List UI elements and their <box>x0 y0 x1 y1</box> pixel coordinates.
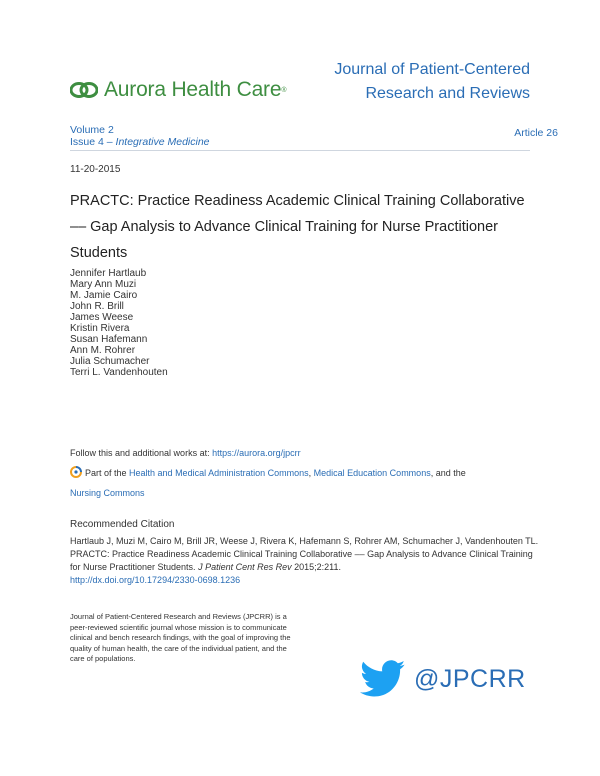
author-name: Susan Hafemann <box>70 334 148 345</box>
header-divider <box>70 150 530 151</box>
part-of-commons <box>70 464 540 502</box>
citation-details: 2015;2:211. <box>291 562 341 572</box>
follow-text: Follow this and additional works at: <box>70 448 213 458</box>
author-name: Jennifer Hartlaub <box>70 268 147 279</box>
bepress-icon <box>70 466 82 484</box>
author-name: M. Jamie Cairo <box>70 290 138 301</box>
article-number[interactable]: Article 26 <box>514 127 558 139</box>
twitter-bird-icon <box>360 660 406 698</box>
author-name: Terri L. Vandenhouten <box>70 367 168 378</box>
twitter-promo[interactable] <box>360 660 526 698</box>
follow-line <box>70 448 301 458</box>
volume-link[interactable]: Volume 2 <box>70 124 114 136</box>
citation-body <box>70 535 540 587</box>
aurora-logo-icon <box>70 81 98 99</box>
journal-name[interactable] <box>250 58 530 106</box>
twitter-handle[interactable]: @JPCRR <box>414 664 526 693</box>
issue-link[interactable]: Issue 4 <box>70 136 104 148</box>
issue-separator: – <box>103 136 116 148</box>
issue-line[interactable] <box>70 136 210 148</box>
author-name: Julia Schumacher <box>70 356 150 367</box>
author-name: Mary Ann Muzi <box>70 279 137 290</box>
citation-journal: J Patient Cent Res Rev <box>198 562 292 572</box>
partof-separator: , and the <box>430 468 466 478</box>
journal-name-line1[interactable]: Journal of Patient-Centered <box>334 61 530 78</box>
citation-text: Hartlaub J, Muzi M, Cairo M, Brill JR, Weese J, Rivera K, Hafemann S, Rohrer AM, Schumacher J, Vandenhouten TL. PRACTC: Practice Readiness Academic Clinical Training Collaborative –– Gap Analysis to Advance Clinical Training for Nurse Practitioner Students. <box>70 536 539 572</box>
brand-mark: ® <box>281 86 287 94</box>
brand-name: Aurora Health Care <box>104 78 282 101</box>
follow-link[interactable]: https://aurora.org/jpcrr <box>212 448 301 458</box>
medical-education-commons-link[interactable]: Medical Education Commons <box>313 468 431 478</box>
section-link[interactable]: Integrative Medicine <box>115 136 210 148</box>
partof-prefix: Part of the <box>85 468 130 478</box>
article-title: PRACTC: Practice Readiness Academic Clinical Training Collaborative –– Gap Analysis to Advance Clinical Training for Nurse Practitioner Students <box>70 193 525 261</box>
doi-link[interactable]: http://dx.doi.org/10.17294/2330-0698.1236 <box>70 575 241 585</box>
author-name: John R. Brill <box>70 301 124 312</box>
citation-heading: Recommended Citation <box>70 519 175 530</box>
journal-description: Journal of Patient-Centered Research and Reviews (JPCRR) is a peer-reviewed scientific journal whose mission is to communicate clinical and bench research findings, with the goal of improving the quality of human health, the care of the individual patient, and the care of populations. <box>70 612 291 663</box>
author-name: Kristin Rivera <box>70 323 130 334</box>
issue-info <box>70 124 210 148</box>
author-list <box>70 268 168 378</box>
publication-date: 11-20-2015 <box>70 164 121 175</box>
journal-name-line2[interactable]: Research and Reviews <box>365 85 530 102</box>
author-name: Ann M. Rohrer <box>70 345 136 356</box>
author-name: James Weese <box>70 312 134 323</box>
health-admin-commons-link[interactable]: Health and Medical Administration Commons <box>129 468 309 478</box>
nursing-commons-link[interactable]: Nursing Commons <box>70 488 145 498</box>
partof-separator: , <box>308 468 314 478</box>
